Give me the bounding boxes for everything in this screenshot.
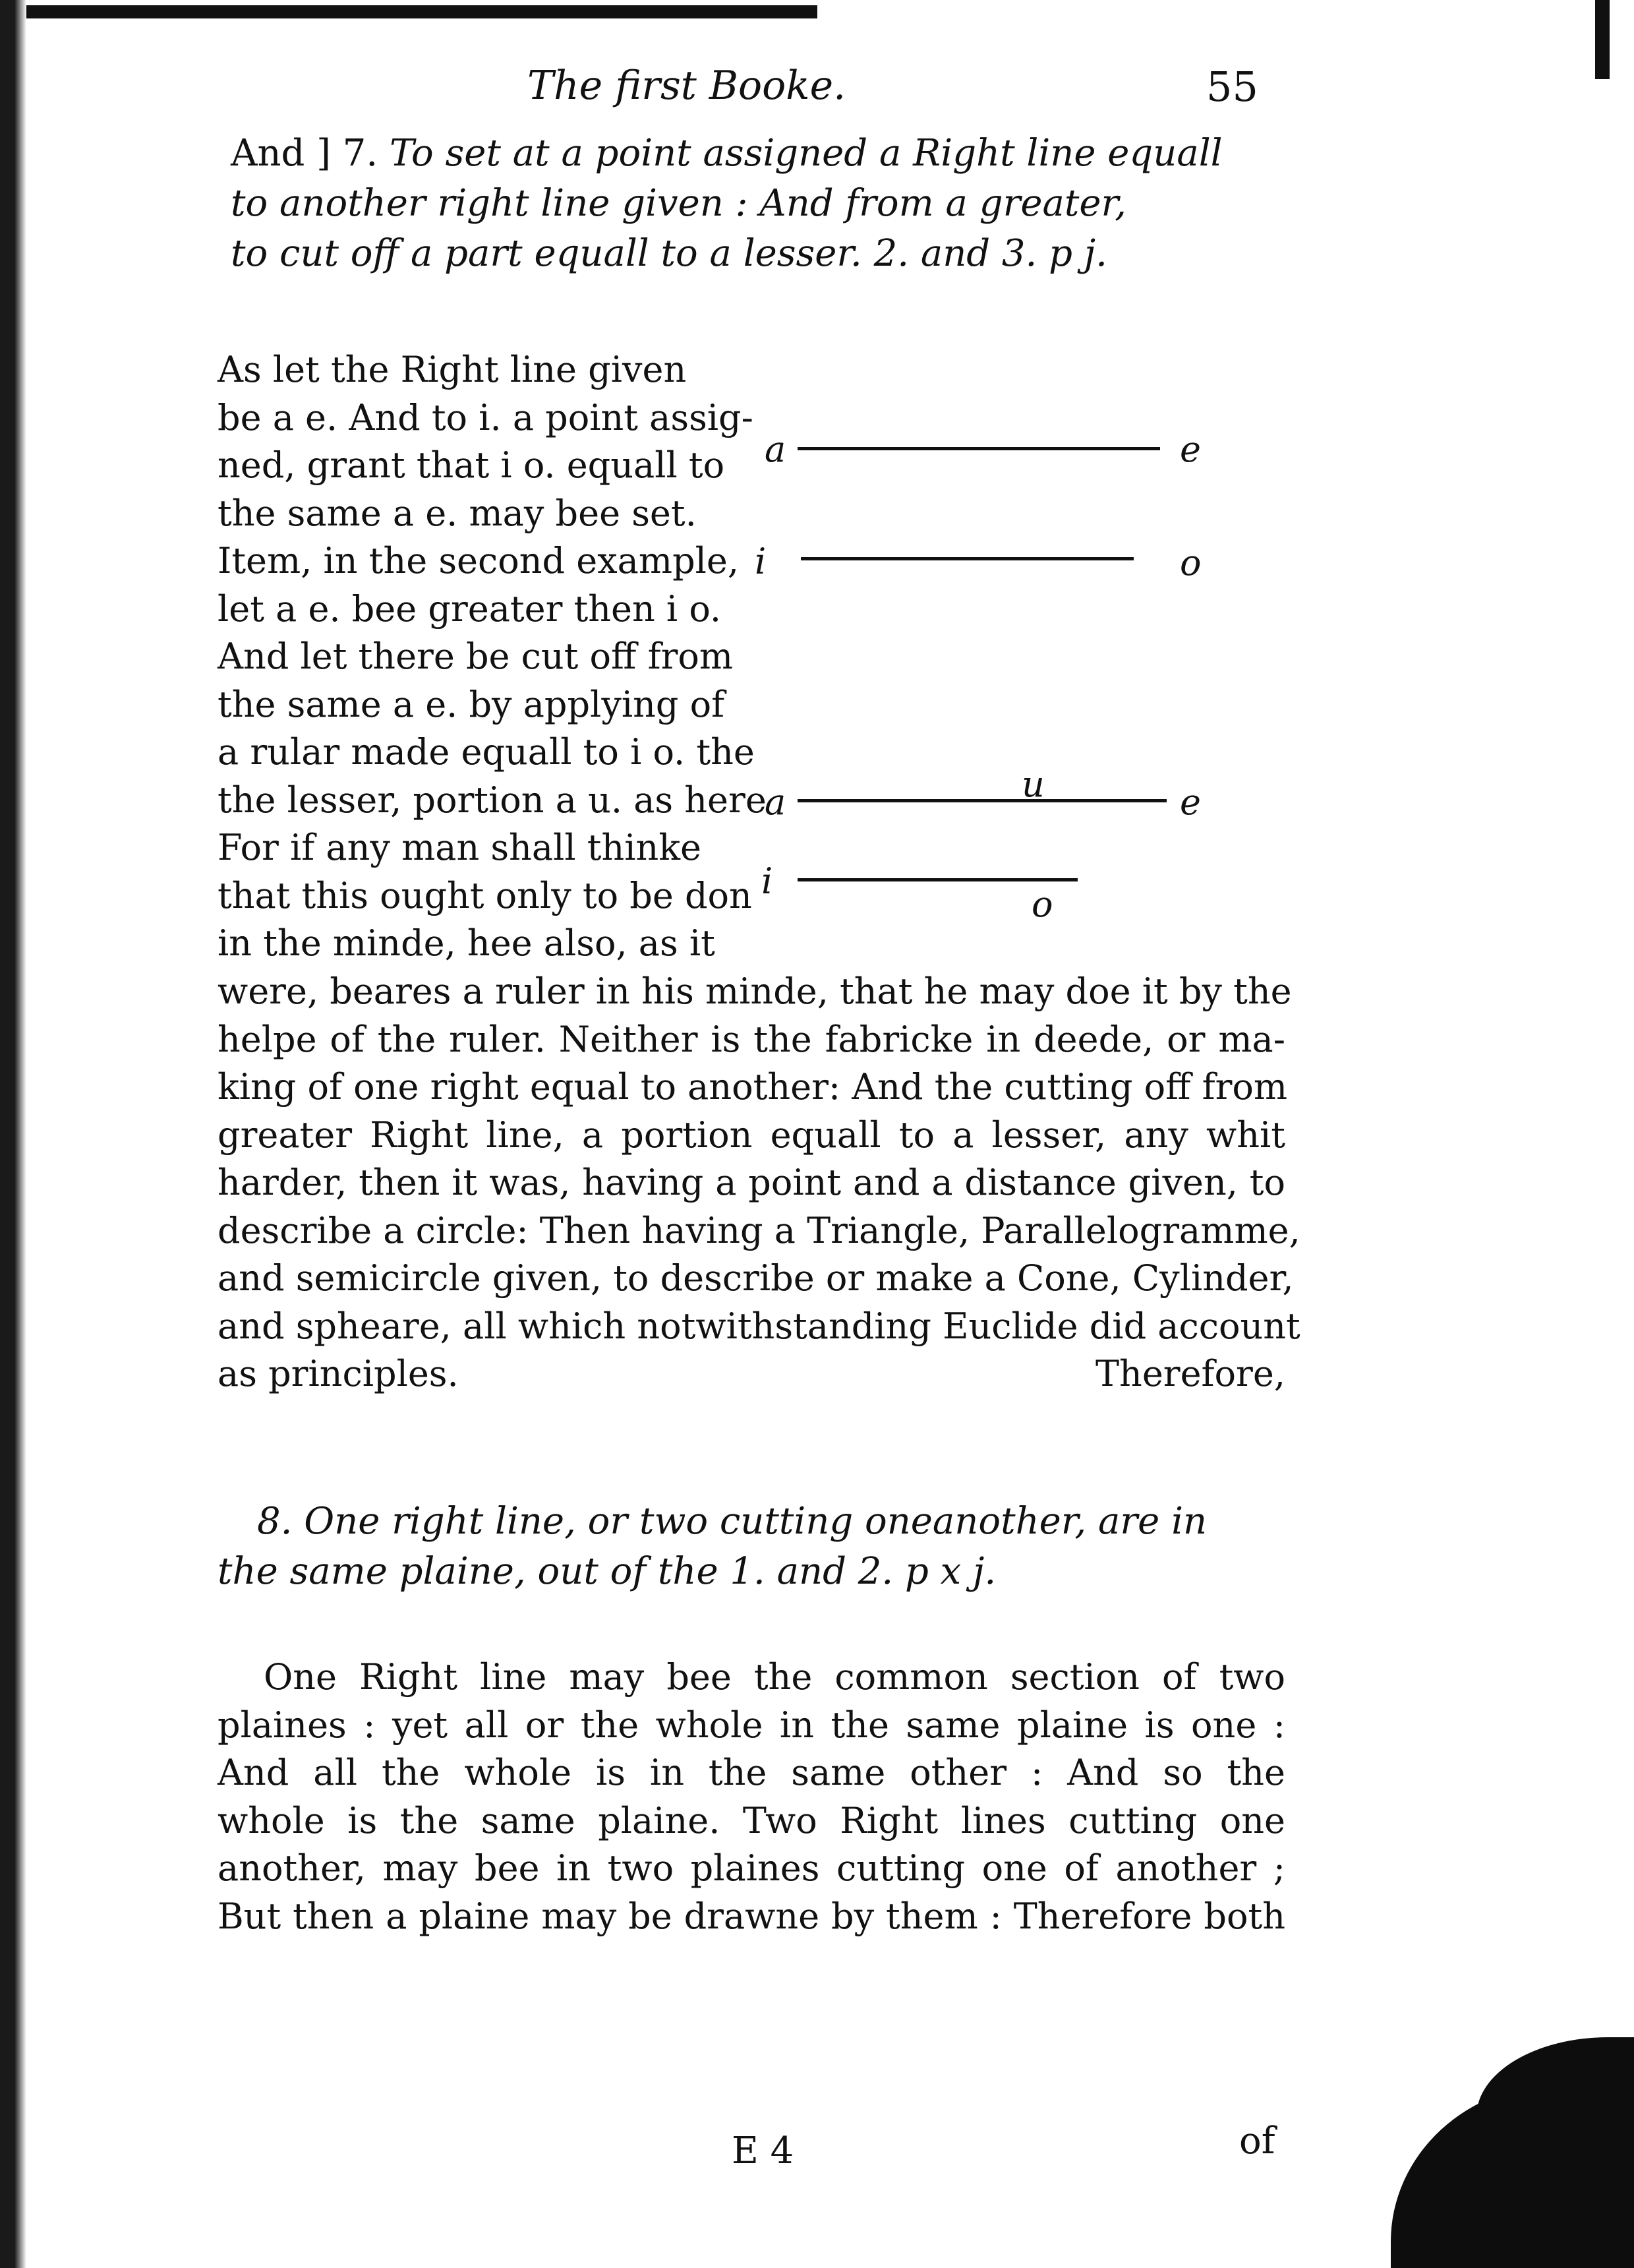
text-line: plaines : yet all or the whole in the same plaine is one : (218, 1704, 1285, 1746)
body-narrow-column (218, 346, 767, 968)
proposition-7-line-2: to another right line given : And from a greater, (231, 182, 1126, 225)
text-line: ned, grant that i o. equall to (218, 444, 725, 486)
body-p8-column (218, 1654, 1285, 1940)
text-line: Item, in the second example, (218, 540, 740, 582)
segment-ae-1 (798, 447, 1160, 450)
label-u: u (1022, 763, 1045, 805)
proposition-7-lead: And ] 7. (231, 132, 378, 175)
label-i-1: i (755, 541, 767, 582)
text-line: helpe of the ruler. Neither is the fabricke in deede, or ma- (218, 1018, 1285, 1060)
page-top-border (26, 5, 817, 18)
proposition-7-line-1 (231, 129, 1285, 179)
label-a-1: a (765, 429, 786, 470)
text-line: as principles. (218, 1353, 459, 1394)
catchword-therefore: Therefore, (1095, 1353, 1285, 1394)
proposition-7-text-1: To set at a point assigned a Right line equall (390, 132, 1223, 175)
ink-blot (1312, 2011, 1634, 2268)
text-line: the same a e. by applying of (218, 683, 725, 725)
text-line: were, beares a ruler in his minde, that he may doe it by the (218, 970, 1292, 1012)
text-line: let a e. bee greater then i o. (218, 587, 722, 630)
text-line: and semicircle given, to describe or make a Cone, Cylinder, (218, 1257, 1294, 1299)
text-line: For if any man shall thinke (218, 827, 702, 868)
text-line: greater Right line, a portion equall to a lesser, any whit (218, 1114, 1285, 1156)
segment-io-1 (801, 557, 1134, 560)
catchword: of (1239, 2120, 1275, 2163)
proposition-8-line-1: 8. One right line, or two cutting oneanother, are in (257, 1500, 1208, 1543)
page-corner-mark (1595, 0, 1610, 79)
segment-io-2 (798, 878, 1078, 881)
proposition-7 (231, 129, 1285, 279)
text-line: another, may bee in two plaines cutting one of another ; (218, 1847, 1285, 1889)
text-line: a rular made equall to i o. the (218, 731, 755, 773)
proposition-7-line-3: to cut off a part equall to a lesser. 2. and 3. p j. (231, 232, 1107, 275)
text-line: describe a circle: Then having a Triangle, Parallelogramme, (218, 1209, 1300, 1251)
proposition-8 (218, 1497, 1285, 1597)
label-o-2: o (1032, 883, 1053, 925)
label-i-2: i (761, 860, 773, 902)
signature-mark: E 4 (732, 2130, 794, 2172)
label-o-1: o (1180, 542, 1202, 583)
text-line: And all the whole is in the same other : And so the (218, 1752, 1285, 1793)
page-edge-shadow (0, 0, 26, 2268)
text-line: the same a e. may bee set. (218, 492, 697, 534)
body-full-column (218, 968, 1300, 1398)
text-line: and spheare, all which notwithstanding Euclide did account (218, 1305, 1300, 1347)
text-line: One Right line may bee the common section of two (264, 1656, 1285, 1698)
running-title: The first Booke. (527, 63, 846, 109)
text-line: king of one right equal to another: And the cutting off from (218, 1066, 1288, 1108)
text-line: whole is the same plaine. Two Right lines cutting one (218, 1799, 1285, 1841)
text-line: the lesser, portion a u. as here (218, 779, 767, 821)
label-e-2: e (1180, 781, 1201, 823)
proposition-8-line-2: the same plaine, out of the 1. and 2. p x j. (218, 1550, 997, 1593)
text-line: in the minde, hee also, as it (218, 922, 715, 964)
text-line: be a e. And to i. a point assig- (218, 396, 753, 438)
text-line: But then a plaine may be drawne by them : Therefore both (218, 1895, 1285, 1937)
segment-ae-2 (798, 799, 1167, 802)
page-number: 55 (1206, 63, 1258, 111)
label-e-1: e (1180, 429, 1201, 470)
text-line-last (218, 1350, 1285, 1398)
text-line: harder, then it was, having a point and a distance given, to (218, 1162, 1285, 1203)
text-line: that this ought only to be don (218, 874, 752, 916)
label-a-2: a (765, 781, 786, 823)
text-line: As let the Right line given (218, 349, 687, 390)
text-line: And let there be cut off from (218, 636, 734, 677)
